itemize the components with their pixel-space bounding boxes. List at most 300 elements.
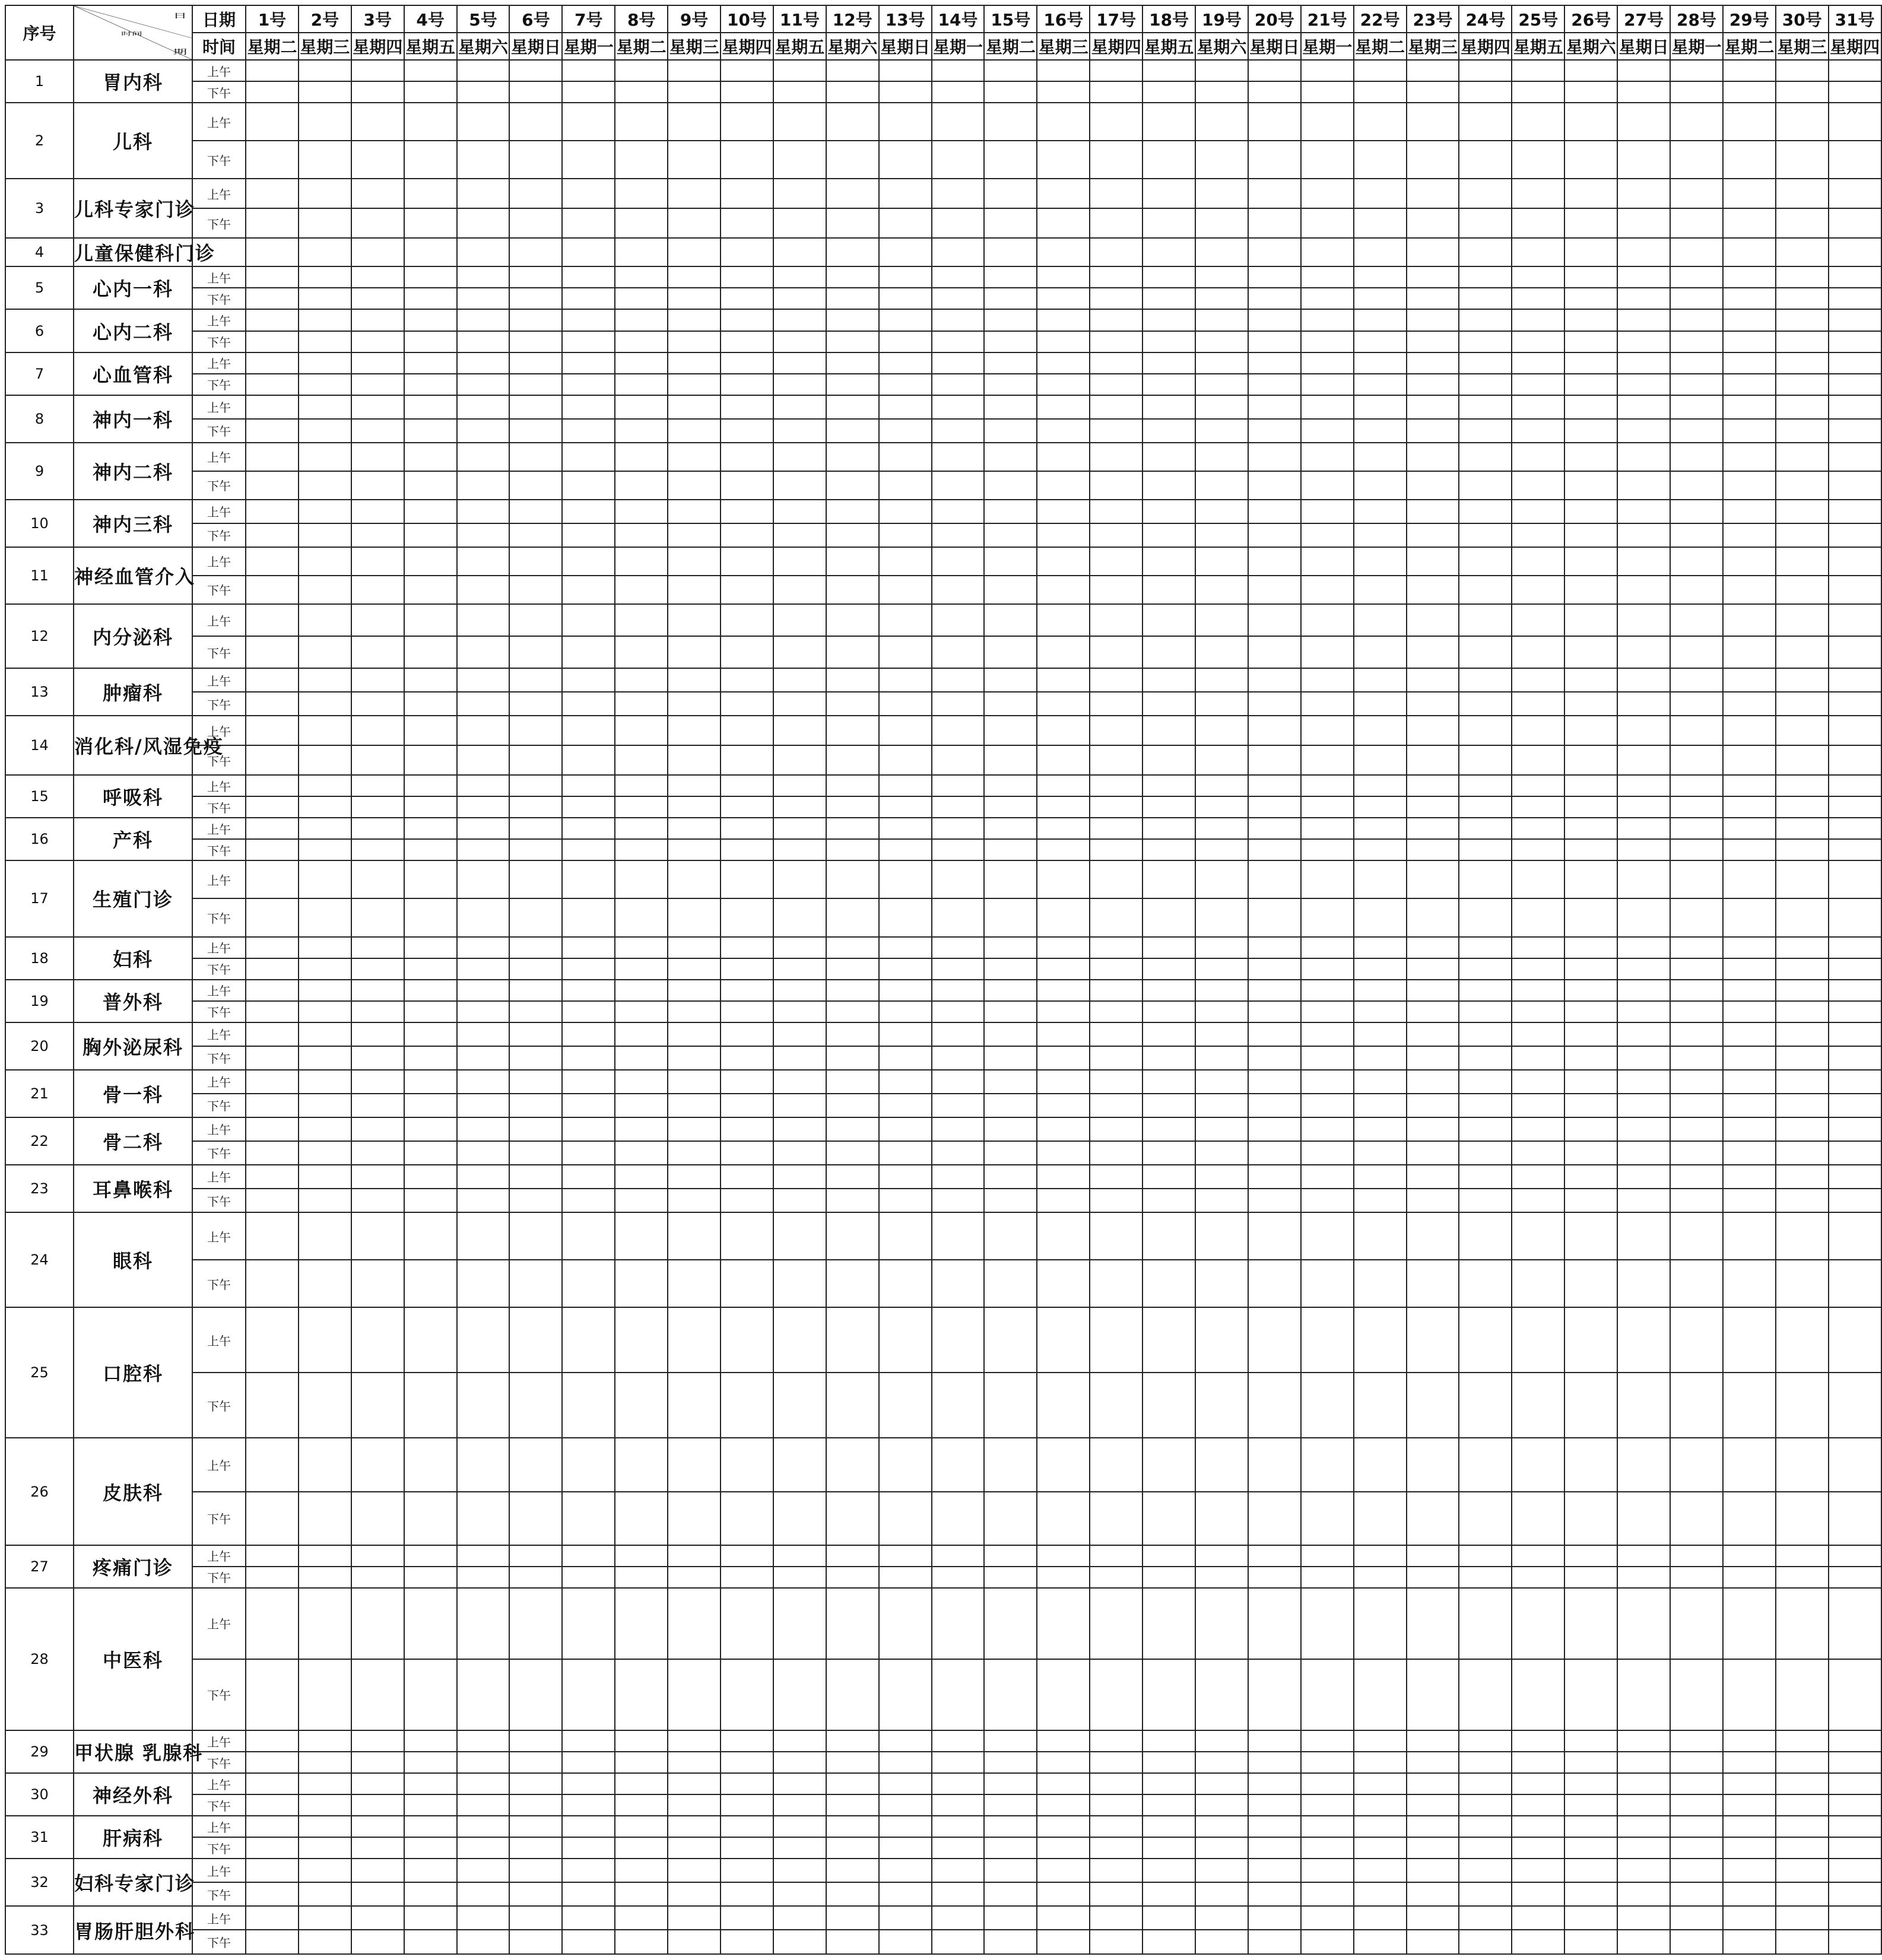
roster-cell (1248, 1567, 1301, 1588)
roster-cell (457, 1141, 510, 1165)
roster-cell (826, 576, 879, 604)
roster-cell (1301, 1816, 1354, 1837)
roster-cell (1090, 1094, 1142, 1117)
roster-cell (1142, 980, 1195, 1001)
roster-cell (1142, 860, 1195, 898)
roster-cell (1512, 1212, 1564, 1260)
roster-cell (932, 775, 985, 796)
roster-cell (1407, 839, 1459, 860)
roster-cell (1195, 775, 1248, 796)
roster-cell (984, 692, 1037, 716)
roster-cell (457, 716, 510, 745)
roster-cell (721, 1659, 773, 1730)
dept-row-am (5, 668, 1881, 692)
date-header: 15号 (984, 5, 1037, 33)
dept-number: 25 (5, 1307, 74, 1438)
roster-cell (1407, 1882, 1459, 1906)
roster-cell (1617, 1659, 1670, 1730)
roster-cell (1723, 419, 1776, 443)
dept-row-pm (5, 1001, 1881, 1022)
roster-cell (1248, 980, 1301, 1001)
roster-cell (1142, 60, 1195, 81)
roster-cell (457, 309, 510, 331)
dept-row-pm (5, 1373, 1881, 1438)
roster-cell (1564, 1094, 1617, 1117)
roster-cell (721, 1307, 773, 1373)
roster-cell (615, 1141, 668, 1165)
roster-cell (1354, 1794, 1407, 1816)
weekday-header: 星期二 (1354, 33, 1407, 60)
roster-cell (615, 1094, 668, 1117)
dept-row-pm (5, 839, 1881, 860)
roster-cell (1723, 1930, 1776, 1954)
roster-cell (721, 1001, 773, 1022)
roster-cell (1301, 1189, 1354, 1212)
roster-cell (932, 331, 985, 352)
roster-cell (668, 81, 721, 103)
roster-cell (615, 1773, 668, 1794)
roster-cell (984, 238, 1037, 266)
roster-cell (1829, 208, 1881, 238)
roster-cell (668, 395, 721, 419)
roster-cell (1723, 443, 1776, 471)
roster-cell (562, 1001, 615, 1022)
roster-cell (562, 796, 615, 818)
roster-cell (246, 547, 299, 576)
dept-row-am (5, 352, 1881, 374)
roster-cell (1829, 352, 1881, 374)
roster-cell (246, 500, 299, 523)
roster-cell (1248, 1373, 1301, 1438)
roster-cell (615, 1070, 668, 1094)
roster-cell (721, 1492, 773, 1545)
roster-cell (351, 1773, 404, 1794)
roster-cell (1564, 1212, 1617, 1260)
roster-cell (509, 1545, 562, 1567)
roster-cell (826, 1373, 879, 1438)
roster-cell (1776, 745, 1829, 775)
dept-row-am (5, 1165, 1881, 1189)
roster-cell (1670, 443, 1723, 471)
roster-cell (509, 266, 562, 288)
roster-cell (351, 958, 404, 980)
roster-cell (721, 576, 773, 604)
roster-cell (1459, 547, 1512, 576)
roster-cell (1564, 1022, 1617, 1046)
roster-cell (562, 1022, 615, 1046)
roster-cell (1301, 1730, 1354, 1752)
roster-cell (404, 419, 457, 443)
roster-cell (299, 331, 351, 352)
roster-cell (1617, 208, 1670, 238)
roster-cell (879, 238, 932, 266)
roster-cell (1829, 958, 1881, 980)
dept-number: 8 (5, 395, 74, 443)
roster-cell (562, 1307, 615, 1373)
roster-cell (984, 547, 1037, 576)
roster-cell (457, 523, 510, 547)
roster-cell (1723, 1816, 1776, 1837)
roster-cell (1301, 1070, 1354, 1094)
roster-cell (1248, 141, 1301, 179)
roster-cell (1407, 374, 1459, 395)
roster-cell (668, 1117, 721, 1141)
roster-cell (1037, 1752, 1090, 1773)
roster-cell (984, 860, 1037, 898)
roster-cell (615, 81, 668, 103)
roster-cell (773, 604, 826, 636)
roster-cell (1829, 1438, 1881, 1491)
roster-cell (351, 500, 404, 523)
roster-cell (1142, 81, 1195, 103)
roster-cell (1037, 1906, 1090, 1930)
date-header: 24号 (1459, 5, 1512, 33)
roster-cell (1617, 1212, 1670, 1260)
roster-cell (1354, 980, 1407, 1001)
roster-cell (1037, 238, 1090, 266)
roster-cell (299, 1117, 351, 1141)
roster-cell (404, 1141, 457, 1165)
roster-cell (721, 818, 773, 839)
roster-cell (1459, 288, 1512, 309)
roster-cell (1248, 60, 1301, 81)
roster-cell (351, 1930, 404, 1954)
roster-cell (1617, 352, 1670, 374)
roster-cell (773, 1260, 826, 1307)
roster-cell (668, 309, 721, 331)
roster-cell (1617, 898, 1670, 936)
roster-cell (1512, 796, 1564, 818)
dept-name: 消化科/风湿免疫 (74, 716, 192, 775)
roster-cell (457, 818, 510, 839)
roster-cell (1564, 309, 1617, 331)
roster-cell (1829, 898, 1881, 936)
roster-cell (1142, 1094, 1195, 1117)
roster-cell (879, 636, 932, 668)
roster-cell (1459, 1659, 1512, 1730)
roster-cell (721, 1022, 773, 1046)
roster-cell (1776, 179, 1829, 208)
roster-cell (826, 547, 879, 576)
roster-cell (773, 266, 826, 288)
roster-cell (1459, 1816, 1512, 1837)
roster-cell (1512, 1438, 1564, 1491)
dept-row-am (5, 500, 1881, 523)
roster-cell (1142, 1659, 1195, 1730)
dept-row-am (5, 1773, 1881, 1794)
roster-cell (299, 576, 351, 604)
roster-cell (1829, 576, 1881, 604)
roster-cell (351, 81, 404, 103)
roster-cell (1407, 1438, 1459, 1491)
dept-number: 1 (5, 60, 74, 103)
dept-name: 心血管科 (74, 352, 192, 395)
roster-cell (932, 1930, 985, 1954)
roster-cell (615, 500, 668, 523)
dept-number: 14 (5, 716, 74, 775)
roster-cell (1354, 1117, 1407, 1141)
roster-cell (299, 1588, 351, 1659)
date-header: 10号 (721, 5, 773, 33)
roster-cell (773, 352, 826, 374)
roster-cell (668, 1859, 721, 1882)
roster-cell (1407, 898, 1459, 936)
roster-cell (1407, 958, 1459, 980)
roster-cell (1512, 958, 1564, 980)
roster-cell (351, 179, 404, 208)
roster-cell (1829, 860, 1881, 898)
roster-cell (1512, 1141, 1564, 1165)
roster-cell (562, 1260, 615, 1307)
roster-cell (826, 1588, 879, 1659)
roster-cell (1829, 604, 1881, 636)
roster-cell (562, 1882, 615, 1906)
roster-cell (1354, 1212, 1407, 1260)
roster-cell (984, 523, 1037, 547)
roster-cell (773, 636, 826, 668)
roster-cell (773, 1094, 826, 1117)
weekday-header: 星期日 (1617, 33, 1670, 60)
roster-cell (826, 374, 879, 395)
roster-cell (1512, 419, 1564, 443)
roster-cell (404, 796, 457, 818)
roster-cell (1301, 1165, 1354, 1189)
roster-cell (404, 1001, 457, 1022)
roster-cell (1564, 1816, 1617, 1837)
roster-cell (668, 288, 721, 309)
roster-cell (457, 266, 510, 288)
roster-cell (1407, 1906, 1459, 1930)
weekday-header: 星期六 (457, 33, 510, 60)
roster-cell (1142, 141, 1195, 179)
roster-cell (457, 692, 510, 716)
dept-row-am (5, 818, 1881, 839)
roster-cell (1617, 576, 1670, 604)
roster-cell (246, 238, 299, 266)
roster-cell (509, 1859, 562, 1882)
roster-cell (1142, 179, 1195, 208)
roster-cell (1142, 1373, 1195, 1438)
roster-cell (562, 352, 615, 374)
roster-cell (1354, 179, 1407, 208)
roster-cell (1248, 419, 1301, 443)
roster-cell (1090, 1930, 1142, 1954)
roster-cell (1564, 839, 1617, 860)
roster-cell (826, 141, 879, 179)
roster-cell (984, 208, 1037, 238)
roster-cell (299, 898, 351, 936)
roster-cell (1459, 1070, 1512, 1094)
roster-cell (404, 331, 457, 352)
roster-cell (457, 839, 510, 860)
roster-cell (721, 1260, 773, 1307)
roster-cell (1037, 1141, 1090, 1165)
roster-cell (932, 471, 985, 500)
roster-cell (1248, 1022, 1301, 1046)
roster-cell (826, 1492, 879, 1545)
roster-cell (773, 288, 826, 309)
roster-cell (984, 980, 1037, 1001)
roster-cell (879, 1001, 932, 1022)
roster-cell (1407, 1492, 1459, 1545)
roster-cell (1407, 1141, 1459, 1165)
roster-cell (1354, 60, 1407, 81)
roster-cell (1248, 103, 1301, 141)
roster-cell (721, 1070, 773, 1094)
session-am-label: 上午 (192, 1117, 246, 1141)
date-header: 23号 (1407, 5, 1459, 33)
roster-cell (1829, 1837, 1881, 1859)
roster-cell (299, 1492, 351, 1545)
roster-cell (562, 775, 615, 796)
roster-cell (1354, 1730, 1407, 1752)
roster-cell (1564, 352, 1617, 374)
roster-cell (1090, 668, 1142, 692)
roster-cell (615, 352, 668, 374)
roster-cell (1142, 775, 1195, 796)
roster-cell (1776, 692, 1829, 716)
roster-cell (932, 839, 985, 860)
roster-cell (1248, 1816, 1301, 1837)
roster-cell (879, 1930, 932, 1954)
weekday-header: 星期日 (879, 33, 932, 60)
roster-cell (1090, 636, 1142, 668)
roster-cell (1776, 331, 1829, 352)
roster-cell (1723, 958, 1776, 980)
roster-cell (351, 636, 404, 668)
roster-cell (299, 636, 351, 668)
dept-row-pm (5, 958, 1881, 980)
roster-cell (1301, 1794, 1354, 1816)
roster-cell (1301, 1212, 1354, 1260)
roster-cell (351, 604, 404, 636)
dept-name: 普外科 (74, 980, 192, 1022)
roster-cell (562, 523, 615, 547)
roster-cell (668, 716, 721, 745)
roster-cell (457, 1837, 510, 1859)
roster-cell (1512, 1882, 1564, 1906)
roster-cell (1564, 1492, 1617, 1545)
roster-cell (826, 716, 879, 745)
dept-name: 肝病科 (74, 1816, 192, 1859)
roster-cell (1090, 1492, 1142, 1545)
roster-cell (1776, 1588, 1829, 1659)
roster-cell (1354, 238, 1407, 266)
dept-row-am (5, 547, 1881, 576)
roster-cell (1670, 1794, 1723, 1816)
dept-number: 7 (5, 352, 74, 395)
roster-cell (1829, 937, 1881, 958)
roster-cell (1195, 576, 1248, 604)
roster-cell (721, 1567, 773, 1588)
roster-cell (721, 1117, 773, 1141)
roster-cell (1301, 980, 1354, 1001)
roster-cell (1459, 1260, 1512, 1307)
roster-cell (1512, 1165, 1564, 1189)
roster-cell (1617, 1730, 1670, 1752)
roster-cell (1354, 288, 1407, 309)
roster-cell (1248, 179, 1301, 208)
roster-cell (1407, 745, 1459, 775)
roster-cell (826, 1930, 879, 1954)
roster-cell (1301, 1545, 1354, 1567)
roster-cell (879, 1117, 932, 1141)
roster-cell (1512, 576, 1564, 604)
roster-cell (932, 1588, 985, 1659)
roster-cell (879, 266, 932, 288)
roster-cell (826, 1260, 879, 1307)
roster-cell (1142, 604, 1195, 636)
roster-cell (1248, 331, 1301, 352)
roster-cell (299, 395, 351, 419)
roster-cell (1723, 1837, 1776, 1859)
roster-cell (1195, 141, 1248, 179)
roster-cell (1354, 775, 1407, 796)
dept-name: 儿科专家门诊 (74, 179, 192, 238)
roster-cell (1301, 775, 1354, 796)
roster-cell (509, 860, 562, 898)
dept-row-am (5, 179, 1881, 208)
roster-cell (1829, 668, 1881, 692)
roster-cell (1564, 1545, 1617, 1567)
roster-cell (404, 1046, 457, 1070)
roster-cell (1354, 1001, 1407, 1022)
roster-cell (246, 860, 299, 898)
roster-cell (879, 1906, 932, 1930)
roster-cell (1142, 1545, 1195, 1567)
roster-cell (615, 331, 668, 352)
roster-cell (562, 179, 615, 208)
roster-cell (246, 1212, 299, 1260)
roster-cell (299, 745, 351, 775)
dept-row-pm (5, 898, 1881, 936)
roster-cell (509, 419, 562, 443)
roster-cell (1037, 523, 1090, 547)
roster-cell (1564, 668, 1617, 692)
roster-cell (246, 604, 299, 636)
roster-cell (1829, 1906, 1881, 1930)
roster-cell (509, 1141, 562, 1165)
roster-cell (1142, 395, 1195, 419)
roster-cell (984, 604, 1037, 636)
date-row-label: 日期 (192, 5, 246, 33)
roster-cell (984, 1070, 1037, 1094)
roster-cell (1354, 692, 1407, 716)
roster-cell (562, 1837, 615, 1859)
date-header: 11号 (773, 5, 826, 33)
roster-cell (1248, 288, 1301, 309)
roster-cell (615, 103, 668, 141)
roster-cell (826, 1882, 879, 1906)
dept-row-pm (5, 1094, 1881, 1117)
roster-cell (404, 839, 457, 860)
roster-cell (932, 374, 985, 395)
roster-cell (562, 1046, 615, 1070)
roster-cell (932, 1260, 985, 1307)
roster-cell (299, 547, 351, 576)
weekday-header: 星期三 (668, 33, 721, 60)
roster-cell (1248, 860, 1301, 898)
roster-cell (1407, 60, 1459, 81)
roster-cell (879, 1794, 932, 1816)
roster-cell (932, 1141, 985, 1165)
weekday-header: 星期四 (1090, 33, 1142, 60)
roster-cell (721, 288, 773, 309)
roster-cell (1617, 980, 1670, 1001)
roster-cell (984, 937, 1037, 958)
roster-cell (1723, 1001, 1776, 1022)
roster-cell (773, 331, 826, 352)
